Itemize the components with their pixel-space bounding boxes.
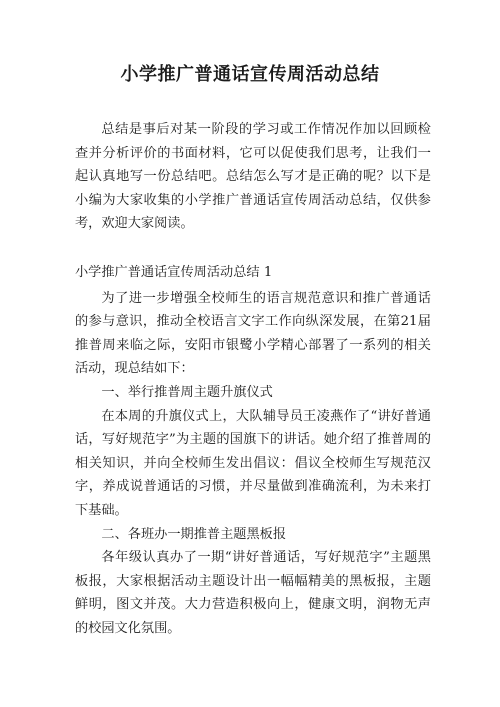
- intro-paragraph: 总结是事后对某一阶段的学习或工作情况作加以回顾检查并分析评价的书面材料，它可以促使我们思考，让我们一起认真地写一份总结吧。总结怎么写才是正确的呢？以下是小编为大家收集的小学推广普通话宣传周活动总结，仅供参考，欢迎大家阅读。: [75, 122, 431, 232]
- subheading-2: 二、各班办一期推普主题黑板报: [101, 526, 287, 542]
- body-paragraph-2: 在本周的升旗仪式上，大队辅导员王凌燕作了“讲好普通话，写好规范字”为主题的国旗下的讲话。她介绍了推普周的相关知识，并向全校师生发出倡议：倡议全校师生写规范汉字，养成说普通话的习惯，并尽量做到准确流利，为未来打下基础。: [75, 408, 431, 518]
- body-paragraph-3: 各年级认真办了一期“讲好普通话，写好规范字”主题黑板报，大家根据活动主题设计出一幅幅精美的黑板报，主题鲜明，图文并茂。大力营造积极向上，健康文明，润物无声的校园文化氛围。: [75, 550, 431, 636]
- section-heading: 小学推广普通话宣传周活动总结 1: [75, 265, 273, 280]
- body-paragraph-1: 为了进一步增强全校师生的语言规范意识和推广普通话的参与意识，推动全校语言文字工作向纵深发展，在第21届推普周来临之际，安阳市银鹭小学精心部署了一系列的相关活动，现总结如下：: [75, 290, 431, 377]
- subheading-1: 一、举行推普周主题升旗仪式: [101, 384, 273, 400]
- document-title: 小学推广普通话宣传周活动总结: [120, 64, 380, 85]
- document-body: [75, 261, 431, 641]
